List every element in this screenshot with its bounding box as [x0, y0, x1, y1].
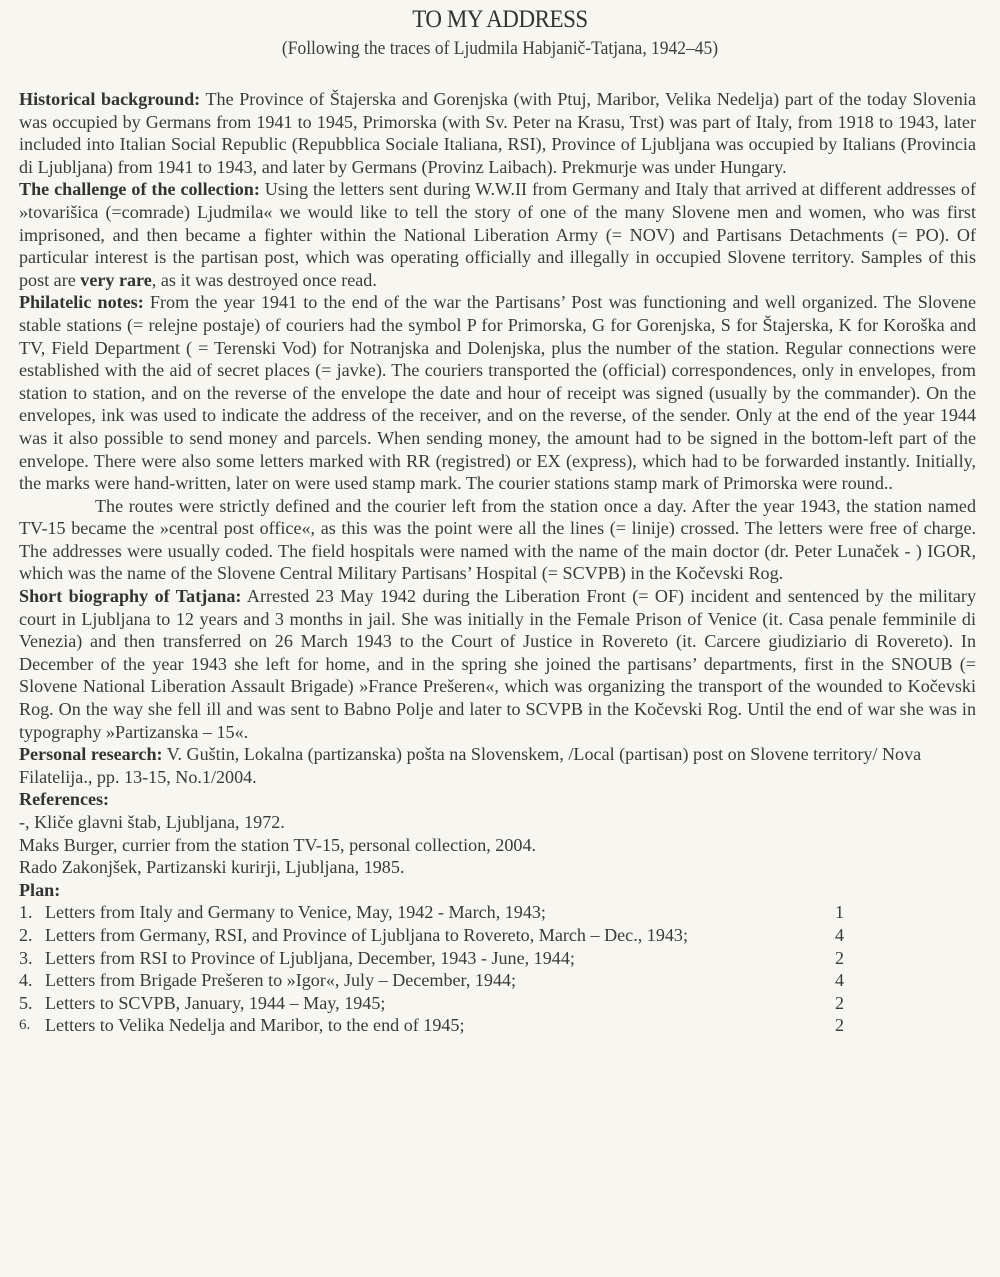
section-label: References: [19, 789, 110, 810]
plan-item-count: 4 [835, 924, 845, 945]
section-text: Using the letters sent during W.W.II from Germany and Italy that arrived at different addresses of »tovarišica (=comrade) Ljudmila« we would like to tell the story of one of the many Slovene men and women, who was first imprisoned, and then became a fighter within the National Liberation Army (= NOV) and Partisans Detachments (= PO). Of particular interest is the partisan post, which was operating officially and illegally in occupied Slovene territory. Samples of this post are [19, 179, 976, 290]
plan-item-count: 4 [835, 970, 845, 991]
plan-item-number: 6. [19, 1017, 31, 1034]
plan-item [19, 901, 976, 924]
document-body [19, 88, 976, 1037]
section-label: Historical background: [19, 89, 201, 109]
plan-item-count: 1 [835, 902, 845, 923]
plan-item-text: Letters from Italy and Germany to Venice, May, 1942 - March, 1943; [45, 902, 546, 923]
section-text: V. Guštin, Lokalna (partizanska) pošta na Slovenskem, /Local (partisan) post on Slovene territory/ Nova Filatelija., pp. 13-15, No.1/2004. [19, 744, 922, 787]
section-challenge [19, 178, 976, 291]
section-historical-background [19, 88, 976, 178]
section-text: The Province of Štajerska and Gorenjska (with Ptuj, Maribor, Velika Nedelja) part of the today Slovenia was occupied by Germans from 1941 to 1945, Primorska (with Sv. Peter na Krasu, Trst) was part of Italy, from 1918 to 1943, later included into Italian Social Republic (Repubblica Sociale Italiana, RSI), Province of Ljubljana was occupied by Italians (Provincia di Ljubljana) from 1941 to 1943, and later by Germans (Provinz Laibach). Prekmurje was under Hungary. [19, 89, 977, 177]
plan-item-text: Letters to Velika Nedelja and Maribor, to the end of 1945; [45, 1015, 465, 1036]
section-philatelic-paragraph-2: The routes were strictly defined and the courier left from the station once a day. After the year 1943, the station named TV-15 became the »central post office«, as this was the point were all the lines (= linije) crossed. The letters were free of charge. The addresses were usually coded. The field hospitals were named with the name of the main doctor (dr. Peter Lunaček - ) IGOR, which was the name of the Slovene Central Military Partisans’ Hospital (= SCVPB) in the Kočevski Rog. [19, 495, 976, 584]
plan-item-count: 2 [835, 1015, 845, 1036]
emphasis-text: very rare [80, 269, 152, 290]
section-references [19, 788, 976, 901]
plan-item-number: 5. [19, 992, 33, 1013]
plan-item [19, 1014, 976, 1037]
plan-item-number: 1. [19, 902, 33, 923]
plan-item-number: 4. [19, 970, 33, 991]
section-philatelic-notes [19, 291, 976, 494]
plan-item-text: Letters from Germany, RSI, and Province of Ljubljana to Rovereto, March – Dec., 1943; [45, 924, 688, 945]
plan-item-number: 2. [19, 924, 33, 945]
plan-item-count: 2 [835, 947, 845, 968]
plan-item-text: Letters from RSI to Province of Ljubljana, December, 1943 - June, 1944; [45, 947, 575, 968]
section-text: Arrested 23 May 1942 during the Liberation Front (= OF) incident and sentenced by the military court in Ljubljana to 12 years and 3 months in jail. She was initially in the Female Prison of Venice (it. Casa penale femminile di Venezia) and then transferred on 26 March 1943 to the Court of Justice in Rovereto (it. Carcere giudiziario di Rovereto). In December of the year 1943 she left for home, and in the spring she joined the partisans’ departments, first in the SNOUB (= Slovene National Liberation Assault Brigade) »France Prešeren«, which was organizing the transport of the wounded to Kočevski Rog. On the way she fell ill and was sent to Babno Polje and later to SCVPB in the Kočevski Rog. Until the end of war she was in typography »Partizanska – 15«. [19, 586, 976, 742]
reference-item: -, Kliče glavni štab, Ljubljana, 1972. [19, 812, 285, 832]
reference-item: Rado Zakonjšek, Partizanski kurirji, Ljubljana, 1985. [19, 857, 405, 878]
plan-item-text: Letters from Brigade Prešeren to »Igor«, July – December, 1944; [45, 970, 517, 991]
page-title: TO MY ADDRESS [412, 6, 588, 33]
section-text: , as it was destroyed once read. [151, 269, 377, 290]
section-label: Philatelic notes: [19, 292, 144, 313]
section-text: From the year 1941 to the end of the war the Partisans’ Post was functioning and well organized. The Slovene stable stations (= relejne postaje) of couriers had the symbol P for Primorska, G for Gorenjska, S for Štajerska, K for Koroška and TV, Field Department ( = Terenski Vod) for Notranjska and Dolenjska, plus the number of the station. Regular connections were established with the aid of secret places (= javke). The couriers transported the (official) correspondences, only in envelopes, from station to station, and on the reverse of the envelope the date and hour of receipt was signed (usually by the commander). On the envelopes, ink was used to indicate the address of the receiver, and on the reverse, of the sender. Only at the end of the year 1944 was it also possible to send money and parcels. When sending money, the amount had to be signed in the bottom-left part of the envelope. There were also some letters marked with RR (registred) or EX (express), which had to be forwarded instantly. Initially, the marks were hand-written, later on were used stamp mark. The courier stations stamp mark of Primorska were round.. [19, 292, 976, 494]
plan-item [19, 992, 976, 1015]
plan-list [19, 901, 976, 1037]
section-label: Short biography of Tatjana: [19, 586, 242, 607]
plan-item [19, 924, 976, 947]
plan-item-count: 2 [835, 992, 845, 1013]
section-label: The challenge of the collection: [19, 179, 260, 200]
section-label: Plan: [19, 879, 61, 900]
section-biography [19, 585, 976, 743]
page-subtitle: (Following the traces of Ljudmila Habjanič-Tatjana, 1942–45) [281, 38, 719, 59]
reference-item: Maks Burger, currier from the station TV-15, personal collection, 2004. [19, 834, 537, 855]
plan-item-number: 3. [19, 947, 33, 968]
section-label: Personal research: [19, 744, 163, 765]
section-personal-research [19, 743, 976, 788]
plan-item [19, 947, 976, 970]
plan-item [19, 969, 976, 992]
plan-item-text: Letters to SCVPB, January, 1944 – May, 1945; [45, 992, 386, 1013]
